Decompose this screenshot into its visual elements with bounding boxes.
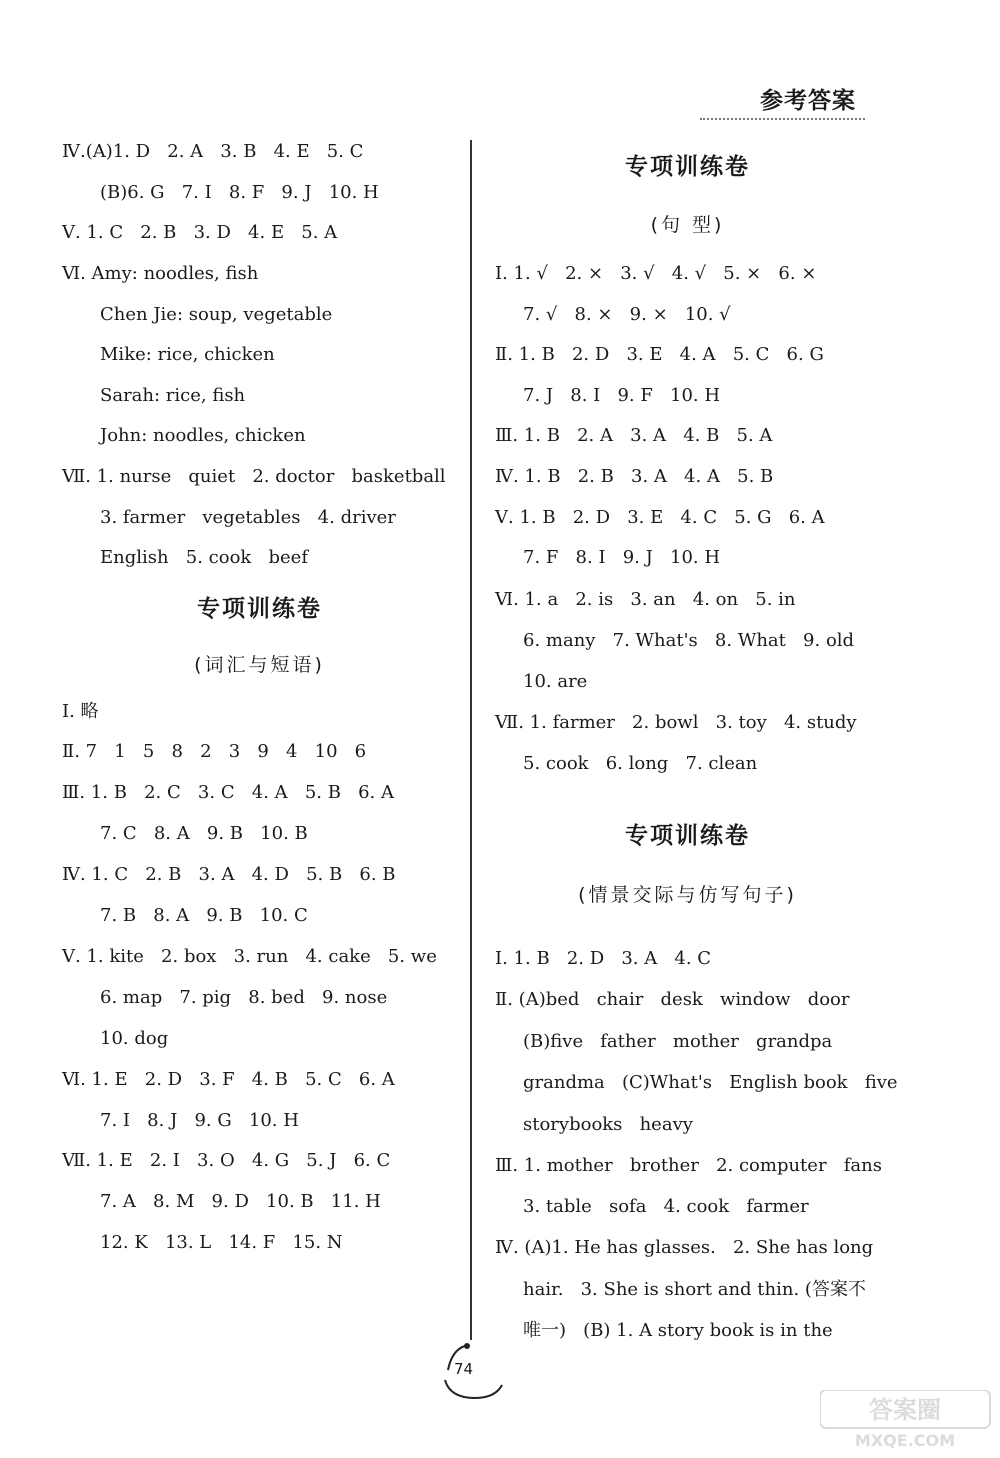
answer-line: English 5. cook beef [100,547,308,568]
answer-line: Ⅶ. 1. farmer 2. bowl 3. toy 4. study [495,712,857,733]
answer-line: 3. farmer vegetables 4. driver [100,507,396,528]
answer-line: 10. dog [100,1028,169,1049]
answer-line: Ⅲ. 1. B 2. A 3. A 4. B 5. A [495,425,773,446]
answer-line: 12. K 13. L 14. F 15. N [100,1232,343,1253]
header-label: 参考答案 [760,88,856,114]
watermark-logo [820,1390,995,1450]
answer-line: Ⅳ.(A)1. D 2. A 3. B 4. E 5. C [62,141,364,162]
answer-line: Ⅰ. 略 [62,701,99,722]
answer-line: Ⅳ. 1. B 2. B 3. A 4. A 5. B [495,466,774,487]
answer-line: grandma (C)What's English book five [523,1072,898,1093]
svg-text:答案圈: 答案圈 [869,1396,941,1424]
answer-line: Ⅴ. 1. C 2. B 3. D 4. E 5. A [62,222,338,243]
answer-line: 7. J 8. I 9. F 10. H [523,385,721,406]
answer-line: 7. I 8. J 9. G 10. H [100,1110,299,1131]
answer-line: 7. B 8. A 9. B 10. C [100,905,308,926]
section-subtitle: (情景交际与仿写句子) [578,884,797,906]
answer-line: 6. map 7. pig 8. bed 9. nose [100,987,388,1008]
answer-line: John: noodles, chicken [100,425,306,446]
answer-line: 7. F 8. I 9. J 10. H [523,547,721,568]
section-title: 专项训练卷 [197,596,322,622]
answer-line: 6. many 7. What's 8. What 9. old [523,630,855,651]
answer-line: 10. are [523,671,588,692]
section-subtitle: (句 型) [650,214,725,236]
answer-line: 7. C 8. A 9. B 10. B [100,823,308,844]
answer-line: Ⅱ. 7 1 5 8 2 3 9 4 10 6 [62,741,367,762]
header-rule [700,118,865,120]
answer-line: Ⅵ. 1. E 2. D 3. F 4. B 5. C 6. A [62,1069,395,1090]
answer-line: Ⅱ. 1. B 2. D 3. E 4. A 5. C 6. G [495,344,824,365]
answer-line: Ⅶ. 1. nurse quiet 2. doctor basketball [62,466,446,487]
answer-line: Ⅶ. 1. E 2. I 3. O 4. G 5. J 6. C [62,1150,391,1171]
answer-line: Ⅴ. 1. kite 2. box 3. run 4. cake 5. we [62,946,437,967]
answer-line: Ⅰ. 1. √ 2. × 3. √ 4. √ 5. × 6. × [495,263,817,284]
answer-line: Ⅲ. 1. B 2. C 3. C 4. A 5. B 6. A [62,782,394,803]
page-number-swoosh-icon [440,1340,510,1400]
answer-line: Ⅵ. 1. a 2. is 3. an 4. on 5. in [495,589,796,610]
answer-line: Sarah: rice, fish [100,385,246,406]
answer-line: (B)five father mother grandpa [523,1031,833,1052]
answer-line: Ⅳ. 1. C 2. B 3. A 4. D 5. B 6. B [62,864,396,885]
answer-line: storybooks heavy [523,1114,693,1135]
answer-line: Ⅵ. Amy: noodles, fish [62,263,259,284]
answer-line: Ⅳ. (A)1. He has glasses. 2. She has long [495,1237,874,1258]
svg-text:MXQE.COM: MXQE.COM [854,1431,956,1450]
answer-line: 唯一) (B) 1. A story book is in the [523,1320,833,1341]
answer-line: (B)6. G 7. I 8. F 9. J 10. H [100,182,379,203]
answer-line: Chen Jie: soup, vegetable [100,304,333,325]
column-divider [470,140,472,1340]
answer-line: 5. cook 6. long 7. clean [523,753,758,774]
answer-line: 3. table sofa 4. cook farmer [523,1196,809,1217]
answer-line: Ⅱ. (A)bed chair desk window door [495,989,850,1010]
section-title: 专项训练卷 [625,154,750,180]
answer-line: Ⅲ. 1. mother brother 2. computer fans [495,1155,882,1176]
answer-line: 7. A 8. M 9. D 10. B 11. H [100,1191,381,1212]
answer-line: Mike: rice, chicken [100,344,275,365]
section-title: 专项训练卷 [625,823,750,849]
answer-line: Ⅴ. 1. B 2. D 3. E 4. C 5. G 6. A [495,507,825,528]
answer-line: hair. 3. She is short and thin. (答案不 [523,1279,866,1300]
answer-line: Ⅰ. 1. B 2. D 3. A 4. C [495,948,712,969]
answer-line: 7. √ 8. × 9. × 10. √ [523,304,731,325]
page-number: 74 [454,1360,474,1378]
section-subtitle: (词汇与短语) [194,654,325,676]
